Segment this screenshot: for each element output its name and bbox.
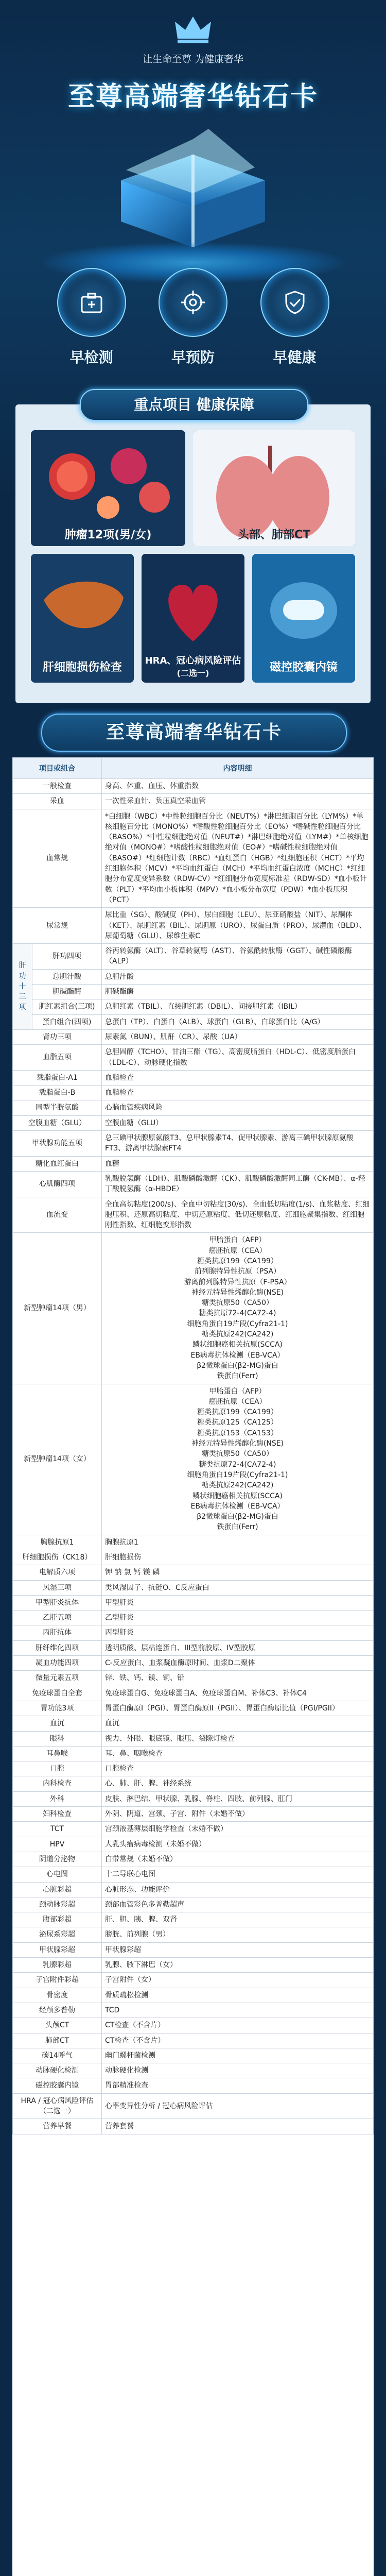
card-caption [142,653,244,679]
table-item-cell: 糖化血红蛋白 [13,1156,102,1171]
table-item-cell: 乳腺彩超 [13,1958,102,1973]
table-detail-cell: 人乳头瘤病毒检测（未婚不做） [102,1837,374,1852]
table-detail-cell: 甲型肝炎 [102,1595,374,1610]
table-detail-cell: 胆碱酯酶 [102,985,374,999]
table-detail-cell: 营养套餐 [102,2119,374,2134]
table-row [13,1882,374,1897]
table-item-cell: 丙肝抗体 [13,1625,102,1640]
table-row [13,1958,374,1973]
table-item-cell: 微量元素五项 [13,1671,102,1686]
package-title: 至尊高端奢华钻石卡 [41,714,347,752]
table-detail-cell: 总胆汁酸 [102,969,374,984]
table-detail-cell: 甲胎蛋白（AFP） 癌胚抗原（CEA） 糖类抗原199（CA199） 糖类抗原125（CA125） 糖类抗原153（CA153） 神经元特异性烯醇化酶(NSE) 糖类抗原50（CA50） 糖类抗原72-4(CA72-4) 细胞角蛋白19片段(Cyfra21-1) 糖类抗原242(CA242) 鳞状细胞癌相关抗原(SCCA) EB病毒抗体检测（EB-VCA） β2微球蛋白(β2-MG)蛋白 铁蛋白(Ferr) [102,1384,374,1535]
table-item-cell: 心脏彩超 [13,1882,102,1897]
crown-icon [175,15,211,44]
table-detail-cell: 乳酸脱氢酶（LDH）、肌酸磷酸激酶（CK）、肌酸磷酸激酶同工酶（CK-MB）、α-羟丁酸脱氢酶（α-HBDE） [102,1171,374,1197]
card-caption-subtitle: (二选一) [177,668,209,678]
table-row [13,1701,374,1716]
card-tumor-markers [31,430,185,546]
pillar-early-prevention [151,268,236,371]
shield-check-icon [260,268,329,337]
key-items-title: 重点项目 健康保障 [80,389,308,421]
pillar-early-health [252,268,337,371]
table-row [13,1070,374,1085]
table-row [13,1807,374,1822]
table-row [13,1029,374,1044]
table-detail-cell: 血脂检查 [102,1070,374,1085]
package-table [12,757,374,2134]
table-detail-cell: 透明质酸、层粘连蛋白、III型前胶原、IV型胶原 [102,1640,374,1655]
card-caption: 肝细胞损伤检查 [42,661,122,674]
table-row [13,1837,374,1852]
table-body [13,779,374,2134]
table-row [13,1384,374,1535]
table-row [13,1131,374,1157]
table-row [13,999,374,1014]
table-row [13,944,374,970]
table-row [13,1686,374,1701]
table-detail-cell: CT检查（不含片） [102,2033,374,2048]
table-header-row [13,758,374,779]
table-detail-cell: 膀胱、前列腺（男） [102,1927,374,1942]
table-detail-cell: 心脑血管疾病风险 [102,1100,374,1115]
table-item-cell: 新型肿瘤14项（女） [13,1384,102,1535]
table-row [13,1791,374,1806]
card-caption: 磁控胶囊内镜 [269,661,338,674]
table-row [13,779,374,794]
table-row [13,969,374,984]
table-item-cell: 外科 [13,1791,102,1806]
table-row [13,1550,374,1565]
header-detail: 内容明细 [102,758,374,779]
table-detail-cell: 皮肤、淋巴结、甲状腺、乳腺、脊柱、四肢、前列腺、肛门 [102,1791,374,1806]
card-hra-risk [142,554,244,683]
table-item-cell: 骨密度 [13,1988,102,2003]
table-item-cell: 乙肝五项 [13,1611,102,1625]
table-item-cell: 血脂五项 [13,1045,102,1071]
table-item-cell: 血沉 [13,1716,102,1731]
table-row [13,1822,374,1837]
table-detail-cell: 口腔检查 [102,1761,374,1776]
table-item-cell: 免疫球蛋白全套 [13,1686,102,1701]
table-row [13,1100,374,1115]
table-row [13,1927,374,1942]
table-detail-cell: 一次性采血针、负压真空采血管 [102,794,374,809]
table-detail-cell: 类风湿因子、抗链O、C反应蛋白 [102,1580,374,1595]
table-row [13,1988,374,2003]
table-item-cell: 血流变 [13,1197,102,1233]
table-row [13,1761,374,1776]
table-row [13,1671,374,1686]
table-item-cell: 凝血功能四项 [13,1656,102,1671]
table-row [13,1171,374,1197]
table-detail-cell: 视力、外眼、眼底镜、眼压、裂隙灯检查 [102,1731,374,1746]
pillar-label: 早检测 [69,349,113,366]
table-item-cell: 蛋白组合(四项) [32,1014,102,1029]
table-row [13,1731,374,1746]
table-row [13,1912,374,1927]
gift-box-illustration [90,118,296,252]
table-row [13,1897,374,1912]
table-row [13,1595,374,1610]
table-row [13,794,374,809]
table-row [13,2048,374,2063]
table-item-cell: 内科检查 [13,1776,102,1791]
hero-title: 至尊高端奢华钻石卡 [67,81,318,112]
table-row [13,985,374,999]
table-item-cell: 肝纤维化四项 [13,1640,102,1655]
table-detail-cell: 血脂检查 [102,1086,374,1100]
table-detail-cell: 免疫球蛋白G、免疫球蛋白A、免疫球蛋白M、补体C3、补体C4 [102,1686,374,1701]
hero-slogan: 让生命至尊 为健康奢华 [142,54,244,65]
table-detail-cell: 胃部精准检查 [102,2078,374,2093]
table-item-cell: 肝细胞损伤（CK18） [13,1550,102,1565]
table-detail-cell: 颈部血管彩色多普勒超声 [102,1897,374,1912]
table-item-cell: 阴道分泌物 [13,1852,102,1867]
table-row [13,1656,374,1671]
table-item-cell: 肝功四项 [32,944,102,970]
table-detail-cell: 甲胎蛋白（AFP） 癌胚抗原（CEA） 糖类抗原199（CA199） 前列腺特异性抗原（PSA） 游离前列腺特异性抗原（F-PSA） 神经元特异性烯醇化酶(NSE) 糖类抗原50（CA50） 糖类抗原72-4(CA72-4) 细胞角蛋白19片段(Cyfra21-1) 糖类抗原242(CA242) 鳞状细胞癌相关抗原(SCCA) EB病毒抗体检测（EB-VCA） β2微球蛋白(β2-MG)蛋白 铁蛋白(Ferr) [102,1233,374,1384]
card-caption: 肿瘤12项(男/女) [64,529,152,541]
table-item-cell: 血常规 [13,809,102,908]
table-row [13,809,374,908]
table-detail-cell: 白带常规（未婚不做） [102,1852,374,1867]
table-detail-cell: 钾 钠 氯 钙 镁 磷 [102,1565,374,1580]
table-item-cell: 营养早餐 [13,2119,102,2134]
card-caption: 头部、肺部CT [237,529,311,541]
table-detail-cell: 甲状腺彩超 [102,1942,374,1957]
table-item-cell: 子宫附件彩超 [13,1973,102,1988]
table-detail-cell: 谷丙转氨酶（ALT）、谷草转氨酶（AST）、谷氨酰转肽酶（GGT）、碱性磷酸酶（ALP） [102,944,374,970]
table-item-cell: 甲型肝炎抗体 [13,1595,102,1610]
table-detail-cell: 尿素氮（BUN）、肌酐（CR）、尿酸（UA） [102,1029,374,1044]
table-detail-cell: 心率变异性分析 / 冠心病风险评估 [102,2093,374,2119]
table-row [13,1867,374,1882]
table-item-cell: 一般检查 [13,779,102,794]
table-item-cell: 心电图 [13,1867,102,1882]
table-item-cell: 颈动脉彩超 [13,1897,102,1912]
table-item-cell: 载脂蛋白-A1 [13,1070,102,1085]
table-row [13,2018,374,2033]
table-detail-cell: 血沉 [102,1716,374,1731]
table-row [13,1611,374,1625]
table-item-cell: 新型肿瘤14项（男） [13,1233,102,1384]
table-item-cell: 动脉硬化检测 [13,2063,102,2078]
table-row [13,1014,374,1029]
table-detail-cell: 骨质疏松检测 [102,1988,374,2003]
table-row [13,1640,374,1655]
table-row [13,1115,374,1130]
table-row [13,1197,374,1233]
table-row [13,1086,374,1100]
table-detail-cell: 幽门螺杆菌检测 [102,2048,374,2063]
table-item-cell: 胆红素组合(三项) [32,999,102,1014]
table-detail-cell: 锌、铁、钙、镁、铜、铅 [102,1671,374,1686]
table-detail-cell: 子宫附件（女） [102,1973,374,1988]
table-item-cell: 甲状腺彩超 [13,1942,102,1957]
table-item-cell: HPV [13,1837,102,1852]
table-detail-cell: 乙型肝炎 [102,1611,374,1625]
table-row [13,1156,374,1171]
table-item-cell: 胆碱酯酶 [32,985,102,999]
table-row [13,1746,374,1761]
table-detail-cell: 肝、胆、胰、脾、双肾 [102,1912,374,1927]
table-detail-cell: 全血高切粘度(200/s)、全血中切粘度(30/s)、全血低切粘度(1/s)、血浆粘度、红细胞压积、还原高切粘度、中切还原粘度、低切还原粘度、红细胞聚集指数、红细胞刚性指数、红细胞变形指数 [102,1197,374,1233]
first-aid-kit-icon [57,268,126,337]
table-detail-cell: 胸腺抗原1 [102,1535,374,1550]
target-icon [159,268,227,337]
table-item-cell: 胸腺抗原1 [13,1535,102,1550]
table-row [13,1625,374,1640]
table-row [13,1942,374,1957]
table-detail-cell: 总三碘甲状腺原氨酸T3、总甲状腺素T4、促甲状腺素、游离三碘甲状腺原氨酸FT3、游离甲状腺素FT4 [102,1131,374,1157]
package-table-container [12,757,374,2576]
table-detail-cell: 心脏形态、功能评价 [102,1882,374,1897]
table-detail-cell: 外阴、阴道、宫颈、子宫、附件（未婚不做） [102,1807,374,1822]
table-row [13,908,374,944]
key-items-section [15,396,371,703]
table-item-cell: 风湿三项 [13,1580,102,1595]
table-detail-cell: 总胆红素（TBIL）、直接胆红素（DBIL）、间接胆红素（IBIL） [102,999,374,1014]
table-detail-cell: 尿比重（SG）、酸碱度（PH）、尿白细胞（LEU）、尿亚硝酸盐（NIT）、尿酮体（KET）、尿胆红素（BIL）、尿胆原（URO）、尿蛋白质（PRO）、尿潜血（BLD）、尿葡萄糖（GLU）、尿维生素C [102,908,374,944]
table-row [13,1565,374,1580]
table-item-cell: TCT [13,1822,102,1837]
table-item-cell: HRA / 冠心病风险评估（二选一） [13,2093,102,2119]
table-item-cell: 甲状腺功能五项 [13,1131,102,1157]
table-item-cell: 心肌酶四项 [13,1171,102,1197]
table-row [13,2033,374,2048]
table-item-cell: 同型半胱氨酸 [13,1100,102,1115]
table-row [13,2063,374,2078]
table-detail-cell: 身高、体重、血压、体重指数 [102,779,374,794]
pillar-label: 早预防 [171,349,215,366]
table-detail-cell: CT检查（不含片） [102,2018,374,2033]
pillar-early-detection [49,268,134,371]
table-row [13,1580,374,1595]
table-detail-cell: 总蛋白（TP）、白蛋白（ALB）、球蛋白（GLB）、白球蛋白比（A/G） [102,1014,374,1029]
table-detail-cell: *白细胞（WBC）*中性粒细胞百分比（NEUT%）*淋巴细胞百分比（LYM%）*单核细胞百分比（MONO%）*嗜酸性粒细胞百分比（EO%）*嗜碱性粒细胞百分比（BASO%）*中性粒细胞绝对值（NEUT#）*淋巴细胞绝对值（LYM#）*单核细胞绝对值（MONO#）*嗜酸性粒细胞绝对值（EO#）*嗜碱性粒细胞绝对值（BASO#）*红细胞计数（RBC）*血红蛋白（HGB）*红细胞压积（HCT）*平均红细胞体积（MCV）*平均血红蛋白（MCH）*平均血红蛋白浓度（MCHC）*红细胞分布宽度变异系数（RDW-CV）*红细胞分布宽度标准差（RDW-SD）*血小板计数（PLT）*平均血小板体积（MPV）*血小板分布宽度（PDW）*血小板压积（PCT） [102,809,374,908]
table-item-cell: 胃功能3项 [13,1701,102,1716]
pillar-row [49,268,337,371]
table-item-cell: 头颅CT [13,2018,102,2033]
table-item-cell: 经颅多普勒 [13,2003,102,2018]
table-detail-cell: C-反应蛋白、血浆凝血酶原时间、血浆D二聚体 [102,1656,374,1671]
table-item-cell: 采血 [13,794,102,809]
card-capsule-endoscopy [252,554,355,683]
card-liver-injury [31,554,134,683]
table-item-cell: 腹部彩超 [13,1912,102,1927]
table-detail-cell: 动脉硬化检测 [102,2063,374,2078]
table-detail-cell: 乳腺、腋下淋巴（女） [102,1958,374,1973]
table-item-cell: 载脂蛋白-B [13,1086,102,1100]
table-detail-cell: 胃蛋白酶原I（PGI）、胃蛋白酶原II（PGII）、胃蛋白酶原比值（PGI/PGII） [102,1701,374,1716]
table-detail-cell: 十二导联心电图 [102,1867,374,1882]
table-item-cell: 总胆汁酸 [32,969,102,984]
table-item-cell: 碳14呼气 [13,2048,102,2063]
table-detail-cell: TCD [102,2003,374,2018]
table-item-cell: 口腔 [13,1761,102,1776]
table-row [13,2078,374,2093]
table-item-cell: 空腹血糖（GLU） [13,1115,102,1130]
table-detail-cell: 宫颈液基薄层细胞学检查（未婚不做） [102,1822,374,1837]
table-detail-cell: 丙型肝炎 [102,1625,374,1640]
table-row [13,2003,374,2018]
table-item-cell: 肺部CT [13,2033,102,2048]
card-caption-title: HRA、冠心病风险评估 [145,655,241,666]
table-detail-cell: 血糖 [102,1156,374,1171]
table-row [13,1776,374,1791]
table-row [13,1852,374,1867]
table-detail-cell: 总胆固醇（TCHO）、甘油三酯（TG）、高密度脂蛋白（HDL-C）、低密度脂蛋白（LDL-C）、动脉硬化指数 [102,1045,374,1071]
table-detail-cell: 心、肺、肝、脾、神经系统 [102,1776,374,1791]
table-row [13,1233,374,1384]
table-item-cell: 眼科 [13,1731,102,1746]
table-detail-cell: 肝细胞损伤 [102,1550,374,1565]
table-detail-cell: 空腹血糖（GLU） [102,1115,374,1130]
table-row [13,1973,374,1988]
table-detail-cell: 耳、鼻、咽喉检查 [102,1746,374,1761]
table-item-cell: 磁控胶囊内镜 [13,2078,102,2093]
table-item-cell: 电解质六项 [13,1565,102,1580]
table-group-cell: 肝功十三项 [13,944,32,1030]
table-row [13,1716,374,1731]
card-head-lung-ct [193,430,355,546]
header-item: 项目或组合 [13,758,102,779]
table-row [13,1045,374,1071]
table-item-cell: 泌尿系彩超 [13,1927,102,1942]
table-item-cell: 肾功三项 [13,1029,102,1044]
table-row [13,2119,374,2134]
table-row [13,1535,374,1550]
table-item-cell: 妇科检查 [13,1807,102,1822]
table-row [13,2093,374,2119]
table-item-cell: 耳鼻喉 [13,1746,102,1761]
table-item-cell: 尿常规 [13,908,102,944]
pillar-label: 早健康 [273,349,317,366]
